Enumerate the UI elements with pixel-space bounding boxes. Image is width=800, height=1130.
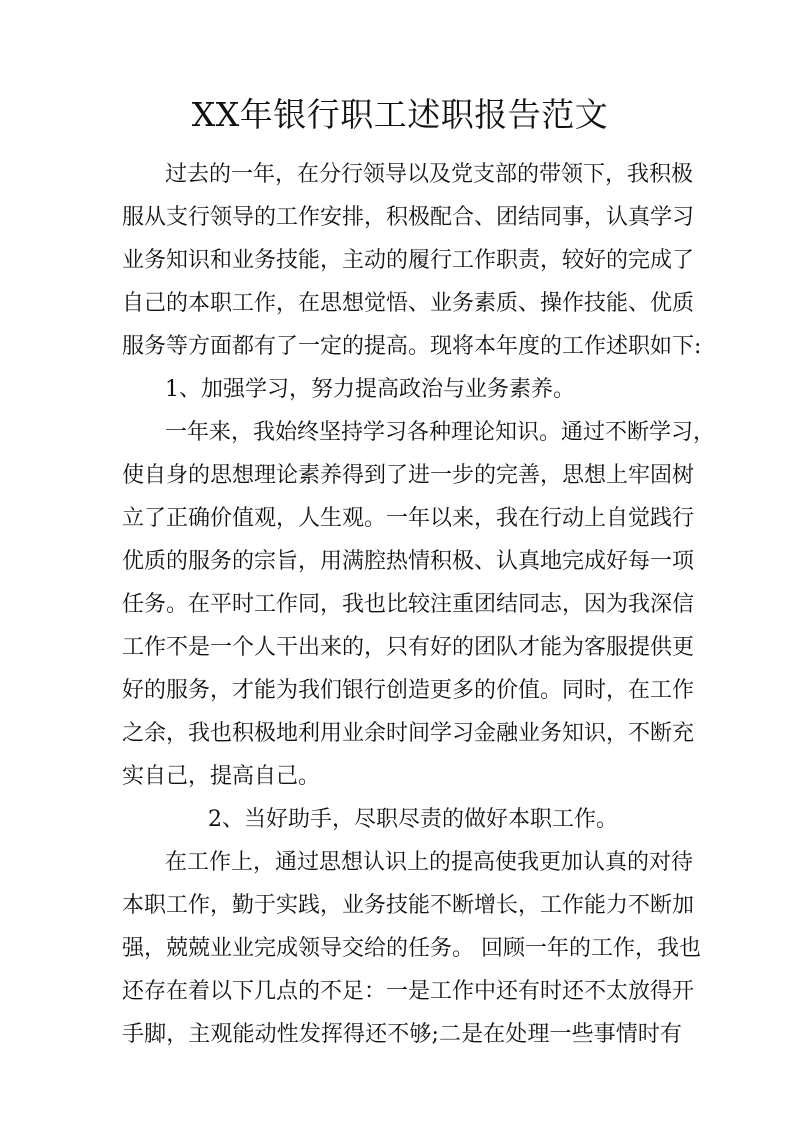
paragraph-line: 业务知识和业务技能，主动的履行工作职责，较好的完成了 — [122, 248, 695, 273]
paragraph-line: 优质的服务的宗旨，用满腔热情积极、认真地完成好每一项 — [122, 549, 695, 574]
paragraph-line: 手脚，主观能动性发挥得还不够;二是在处理一些事情时有 — [122, 1022, 682, 1047]
paragraph-line: 立了正确价值观，人生观。一年以来，我在行动上自觉践行 — [122, 506, 695, 531]
paragraph-line: 本职工作，勤于实践，业务技能不断增长，工作能力不断加 — [122, 893, 695, 918]
paragraph-line: 强，兢兢业业完成领导交给的任务。 回顾一年的工作，我也 — [122, 936, 701, 961]
paragraph-line: 好的服务，才能为我们银行创造更多的价值。同时，在工作 — [122, 678, 695, 703]
section-heading-1: 1、加强学习，努力提高政治与业务素养。 — [165, 377, 575, 402]
paragraph-line: 工作不是一个人干出来的，只有好的团队才能为客服提供更 — [122, 635, 695, 660]
paragraph-line: 还存在着以下几点的不足：一是工作中还有时还不太放得开 — [122, 979, 695, 1004]
paragraph-line: 自己的本职工作，在思想觉悟、业务素质、操作技能、优质 — [122, 291, 695, 316]
paragraph-line: 之余，我也积极地利用业余时间学习金融业务知识，不断充 — [122, 721, 695, 746]
paragraph-line: 服务等方面都有了一定的提高。现将本年度的工作述职如下: — [122, 334, 702, 359]
document-title: XX年银行职工述职报告范文 — [191, 95, 609, 134]
paragraph-line: 一年来，我始终坚持学习各种理论知识。通过不断学习， — [165, 420, 716, 445]
paragraph-line: 实自己，提高自己。 — [122, 764, 321, 789]
paragraph-line: 使自身的思想理论素养得到了进一步的完善，思想上牢固树 — [122, 463, 695, 488]
paragraph-line: 服从支行领导的工作安排，积极配合、团结同事，认真学习 — [122, 205, 695, 230]
section-heading-2: 2、当好助手，尽职尽责的做好本职工作。 — [208, 807, 618, 832]
paragraph-line: 任务。在平时工作同，我也比较注重团结同志，因为我深信 — [122, 592, 695, 617]
paragraph-line: 在工作上，通过思想认识上的提高使我更加认真的对待 — [165, 850, 694, 875]
paragraph-line: 过去的一年，在分行领导以及党支部的带领下，我积极 — [165, 162, 694, 187]
